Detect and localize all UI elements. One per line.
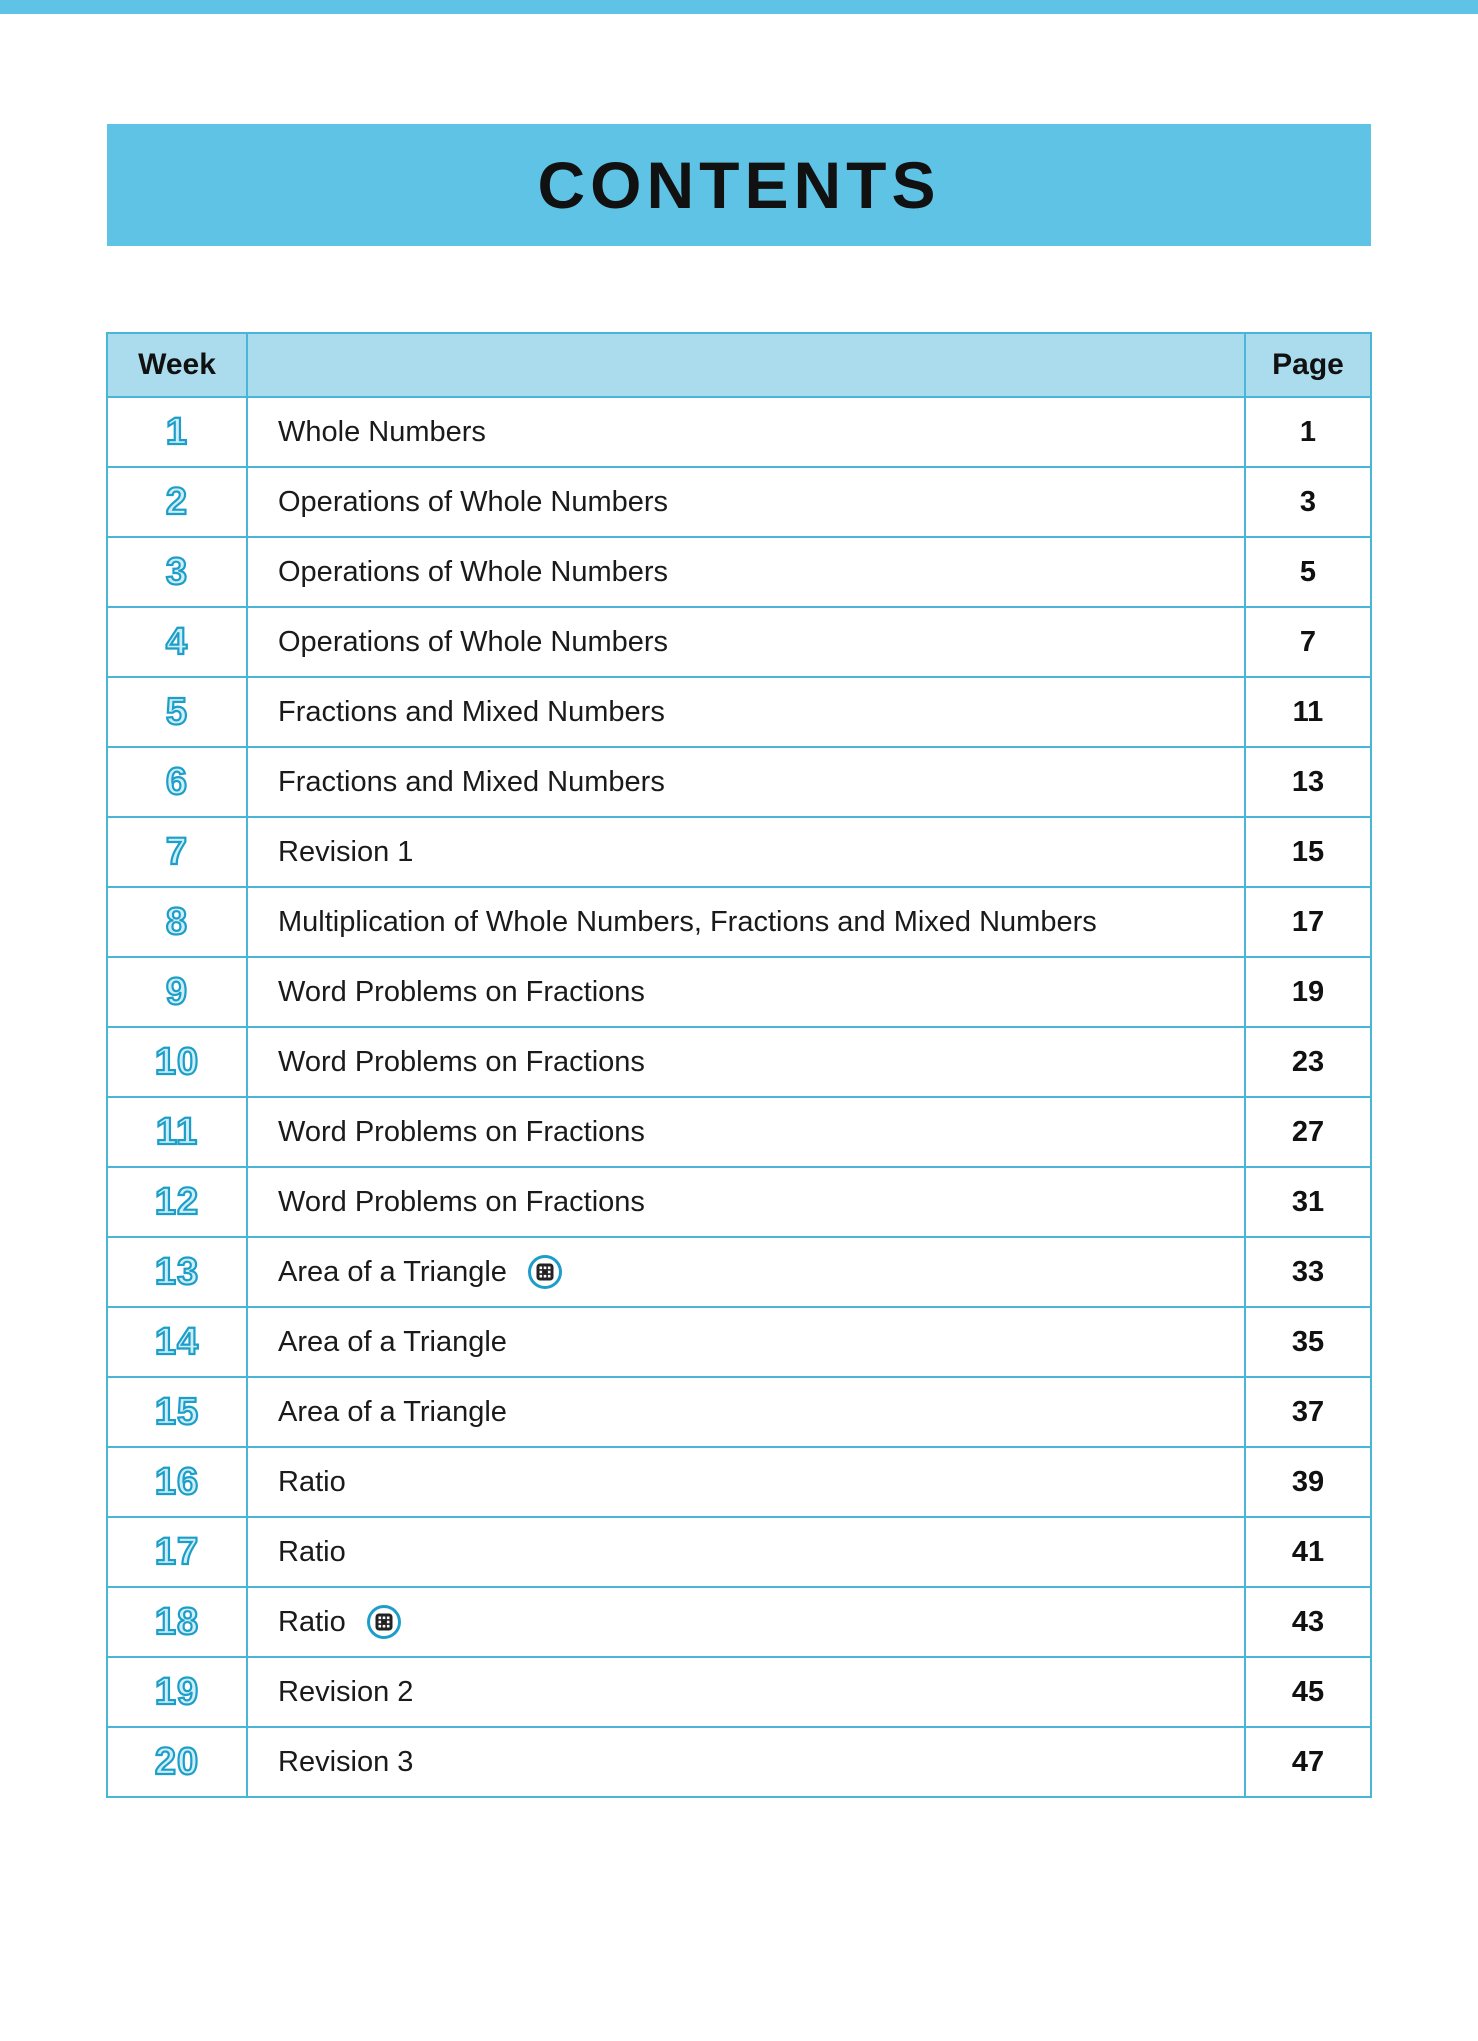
topic-cell [247, 537, 1245, 607]
page-number: 5 [1299, 555, 1317, 588]
header-row [107, 333, 1371, 397]
week-cell [107, 397, 247, 467]
week-number: 13 [154, 1250, 200, 1293]
week-number: 7 [165, 830, 189, 873]
topic-label: Operations of Whole Numbers [278, 625, 669, 658]
topic-label: Area of a Triangle [278, 1325, 507, 1358]
qr-code-icon [527, 1254, 563, 1290]
topic-label: Revision 1 [278, 835, 414, 868]
page-column-header: Page [1245, 333, 1371, 397]
week-cell [107, 1727, 247, 1797]
table-row [107, 1727, 1371, 1797]
page-title: CONTENTS [537, 148, 941, 222]
page-cell [1245, 1587, 1371, 1657]
table-row [107, 1447, 1371, 1517]
topic-cell [247, 1097, 1245, 1167]
page-cell [1245, 1727, 1371, 1797]
week-number: 20 [154, 1740, 200, 1783]
topic-cell [247, 1027, 1245, 1097]
table-row [107, 1307, 1371, 1377]
week-cell [107, 957, 247, 1027]
page-number: 41 [1291, 1535, 1325, 1568]
table-row [107, 1167, 1371, 1237]
page-cell [1245, 1167, 1371, 1237]
topic-label: Ratio [278, 1605, 346, 1638]
topic-cell [247, 677, 1245, 747]
page-number: 1 [1299, 415, 1317, 448]
page-cell [1245, 957, 1371, 1027]
topic-label: Ratio [278, 1465, 346, 1498]
topic-cell [247, 817, 1245, 887]
page-cell [1245, 1097, 1371, 1167]
table-row [107, 397, 1371, 467]
page-number: 47 [1291, 1745, 1325, 1778]
week-number: 9 [165, 970, 189, 1013]
page-number: 19 [1291, 975, 1325, 1008]
week-number: 17 [154, 1530, 200, 1573]
topic-label: Revision 3 [278, 1745, 414, 1778]
week-cell [107, 677, 247, 747]
page-number: 31 [1291, 1185, 1325, 1218]
topic-label: Word Problems on Fractions [278, 1115, 645, 1148]
topic-label: Word Problems on Fractions [278, 975, 645, 1008]
topic-cell [247, 607, 1245, 677]
table-row [107, 1587, 1371, 1657]
topic-label: Area of a Triangle [278, 1395, 507, 1428]
table-row [107, 887, 1371, 957]
week-cell [107, 1167, 247, 1237]
page-number: 43 [1291, 1605, 1325, 1638]
page-cell [1245, 467, 1371, 537]
contents-table-header [107, 333, 1371, 397]
page-number: 39 [1291, 1465, 1325, 1498]
week-number: 14 [154, 1320, 200, 1363]
topic-cell [247, 1377, 1245, 1447]
week-cell [107, 1377, 247, 1447]
week-number: 2 [165, 480, 189, 523]
page-number: 35 [1291, 1325, 1325, 1358]
page-cell [1245, 747, 1371, 817]
page-cell [1245, 1517, 1371, 1587]
page-cell [1245, 1237, 1371, 1307]
contents-table-body [107, 397, 1371, 1797]
page-number: 13 [1291, 765, 1325, 798]
week-number: 16 [154, 1460, 200, 1503]
table-row [107, 1237, 1371, 1307]
page-number: 37 [1291, 1395, 1325, 1428]
topic-label: Area of a Triangle [278, 1255, 507, 1288]
topic-cell [247, 1447, 1245, 1517]
contents-table [106, 332, 1372, 1798]
topic-cell [247, 747, 1245, 817]
week-number: 4 [165, 620, 189, 663]
week-cell [107, 747, 247, 817]
topic-cell [247, 1587, 1245, 1657]
week-number: 3 [165, 550, 189, 593]
contents-banner [107, 124, 1371, 246]
week-cell [107, 1027, 247, 1097]
week-cell [107, 1447, 247, 1517]
page-cell [1245, 1307, 1371, 1377]
topic-cell [247, 1517, 1245, 1587]
page-number: 33 [1291, 1255, 1325, 1288]
topic-label: Revision 2 [278, 1675, 414, 1708]
page-number: 15 [1291, 835, 1325, 868]
table-row [107, 1027, 1371, 1097]
table-row [107, 467, 1371, 537]
page-cell [1245, 537, 1371, 607]
page-cell [1245, 817, 1371, 887]
top-accent-strip [0, 0, 1478, 14]
topic-cell [247, 397, 1245, 467]
week-cell [107, 467, 247, 537]
page-number: 23 [1291, 1045, 1325, 1078]
page-cell [1245, 887, 1371, 957]
page-cell [1245, 397, 1371, 467]
topic-label: Word Problems on Fractions [278, 1185, 645, 1218]
week-cell [107, 1237, 247, 1307]
topic-cell [247, 957, 1245, 1027]
topic-label: Word Problems on Fractions [278, 1045, 645, 1078]
page-cell [1245, 607, 1371, 677]
topic-cell [247, 1657, 1245, 1727]
week-number: 15 [154, 1390, 200, 1433]
table-row [107, 957, 1371, 1027]
week-cell [107, 887, 247, 957]
week-number: 10 [154, 1040, 200, 1083]
topic-cell [247, 1307, 1245, 1377]
page-number: 11 [1292, 695, 1324, 728]
page-number: 17 [1291, 905, 1325, 938]
page-number: 45 [1291, 1675, 1325, 1708]
week-cell [107, 1587, 247, 1657]
topic-label: Ratio [278, 1535, 346, 1568]
week-cell [107, 537, 247, 607]
page-cell [1245, 1657, 1371, 1727]
table-row [107, 677, 1371, 747]
week-number: 18 [154, 1600, 200, 1643]
week-cell [107, 1307, 247, 1377]
topic-cell [247, 467, 1245, 537]
week-number: 8 [165, 900, 189, 943]
table-row [107, 1097, 1371, 1167]
topic-label: Fractions and Mixed Numbers [278, 695, 665, 728]
topic-label: Operations of Whole Numbers [278, 485, 669, 518]
page-cell [1245, 1027, 1371, 1097]
table-row [107, 1517, 1371, 1587]
topic-label: Multiplication of Whole Numbers, Fractions and Mixed Numbers [278, 905, 1097, 938]
topic-label: Whole Numbers [278, 415, 486, 448]
week-number: 12 [154, 1180, 200, 1223]
table-row [107, 607, 1371, 677]
table-row [107, 747, 1371, 817]
week-number: 11 [155, 1110, 199, 1153]
page-number: 3 [1299, 485, 1317, 518]
week-column-header: Week [107, 333, 247, 397]
week-cell [107, 1097, 247, 1167]
topic-column-header [247, 333, 1245, 397]
week-number: 6 [165, 760, 189, 803]
page-cell [1245, 1377, 1371, 1447]
page-number: 7 [1299, 625, 1317, 658]
table-row [107, 817, 1371, 887]
table-row [107, 1657, 1371, 1727]
table-row [107, 1377, 1371, 1447]
qr-code-icon [366, 1604, 402, 1640]
topic-label: Operations of Whole Numbers [278, 555, 669, 588]
week-cell [107, 1517, 247, 1587]
topic-cell [247, 1727, 1245, 1797]
page-cell [1245, 677, 1371, 747]
topic-cell [247, 1167, 1245, 1237]
week-cell [107, 1657, 247, 1727]
week-number: 5 [165, 690, 189, 733]
topic-label: Fractions and Mixed Numbers [278, 765, 665, 798]
week-number: 1 [165, 410, 189, 453]
topic-cell [247, 1237, 1245, 1307]
week-cell [107, 817, 247, 887]
table-row [107, 537, 1371, 607]
week-number: 19 [154, 1670, 200, 1713]
topic-cell [247, 887, 1245, 957]
page-cell [1245, 1447, 1371, 1517]
week-cell [107, 607, 247, 677]
page-number: 27 [1291, 1115, 1325, 1148]
